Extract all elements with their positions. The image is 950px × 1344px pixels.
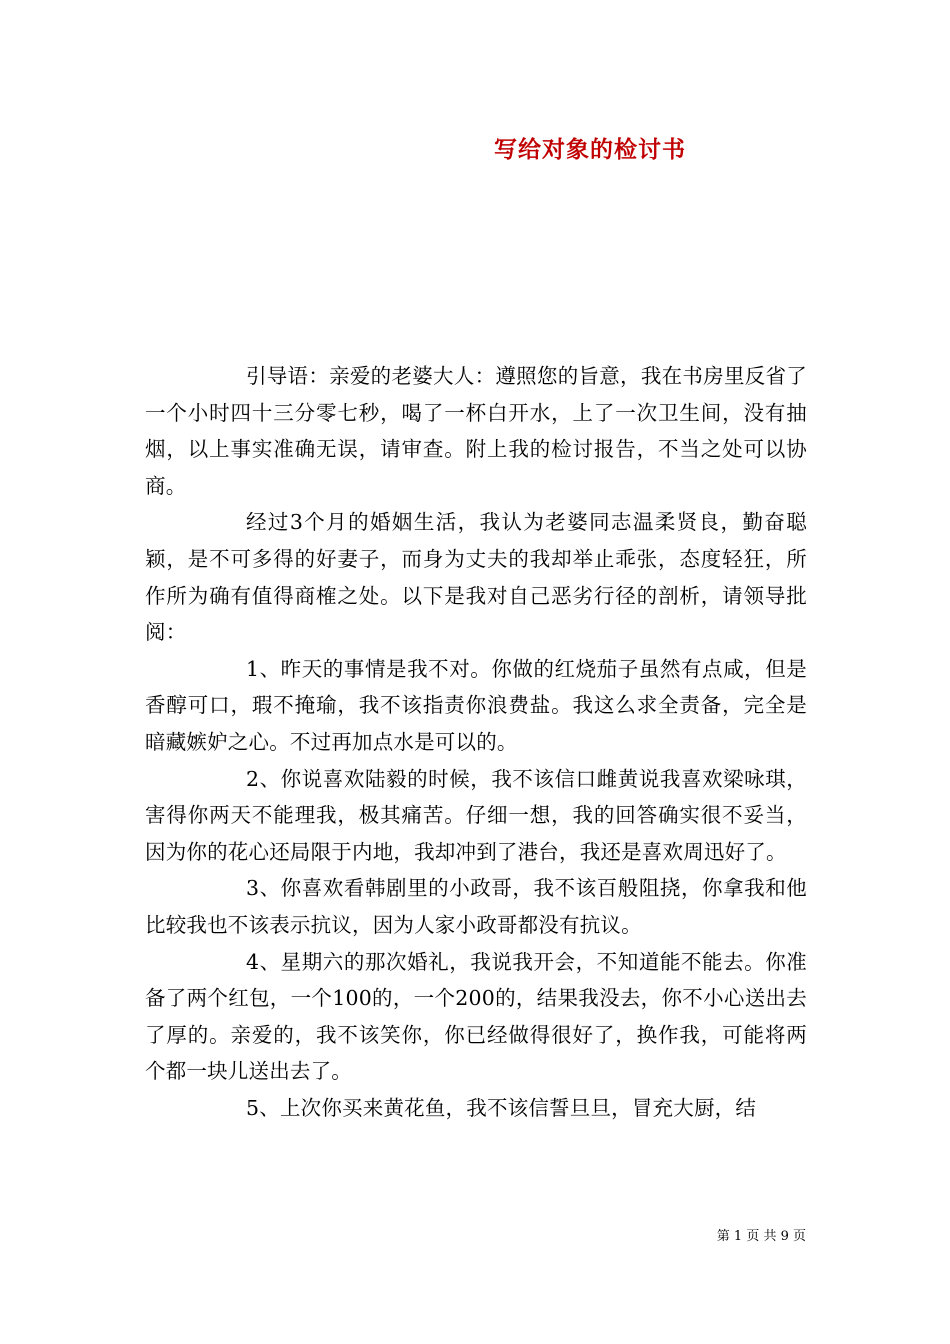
paragraph-item-2: 2、你说喜欢陆毅的时候，我不该信口雌黄说我喜欢梁咏琪，害得你两天不能理我，极其痛苦。仔细一想，我的回答确实很不妥当，因为你的花心还局限于内地，我却冲到了港台，我还是喜欢周迅好了。 [145,766,807,864]
paragraph-intro: 引导语：亲爱的老婆大人：遵照您的旨意，我在书房里反省了一个小时四十三分零七秒，喝了一杯白开水，上了一次卫生间，没有抽烟，以上事实准确无误，请审查。附上我的检讨报告，不当之处可以协商。 [145,364,807,498]
page-number-footer: 第 1 页 共 9 页 [716,1229,806,1244]
paragraph-item-3: 3、你喜欢看韩剧里的小政哥，我不该百般阻挠，你拿我和他比较我也不该表示抗议，因为人家小政哥都没有抗议。 [145,876,807,937]
paragraph-item-4: 4、星期六的那次婚礼，我说我开会，不知道能不能去。你准备了两个红包，一个100的，一个200的，结果我没去，你不小心送出去了厚的。亲爱的，我不该笑你，你已经做得很好了，换作我，可能将两个都一块儿送出去了。 [145,949,807,1084]
document-body [145,358,807,1126]
paragraph-item-1: 1、昨天的事情是我不对。你做的红烧茄子虽然有点咸，但是香醇可口，瑕不掩瑜，我不该指责你浪费盐。我这么求全责备，完全是暗藏嫉妒之心。不过再加点水是可以的。 [145,656,807,754]
paragraph-preface: 经过3个月的婚姻生活，我认为老婆同志温柔贤良，勤奋聪颖，是不可多得的好妻子，而身为丈夫的我却举止乖张，态度轻狂，所作所为确有值得商榷之处。以下是我对自己恶劣行径的剖析，请领导批阅： [145,510,807,645]
paragraph-item-5: 5、上次你买来黄花鱼，我不该信誓旦旦，冒充大厨，结 [246,1095,757,1120]
document-title: 写给对象的检讨书 [494,136,686,163]
